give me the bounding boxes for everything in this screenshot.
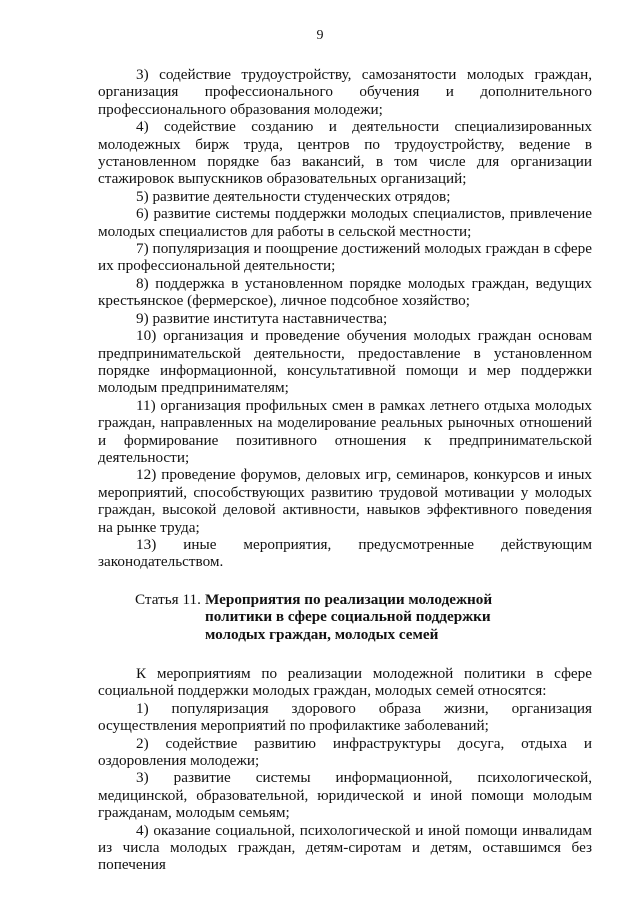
section-spacer — [98, 643, 592, 665]
list-item: 4) содействие созданию и деятельности специализированных молодежных бирж труда, центров по трудоустройству, ведение в установленном порядке баз вакансий, в том числе для организации стажировок выпускников образовательных организаций; — [98, 118, 592, 188]
list-item: 8) поддержка в установленном порядке молодых граждан, ведущих крестьянское (фермерское), личное подсобное хозяйство; — [98, 274, 592, 310]
list-item: 3) развитие системы информационной, психологической, медицинской, образовательной, юридической и иной помощи молодым гражданам, молодым семьям; — [98, 769, 592, 822]
list-item: 9) развитие института наставничества; — [136, 309, 388, 327]
list-item: 4) оказание социальной, психологической и иной помощи инвалидам из числа молодых граждан, детям-сиротам и детям, оставшимся без попечения — [98, 821, 592, 874]
article-heading — [98, 591, 592, 643]
list-item: 5) развитие деятельности студенческих отрядов; — [136, 187, 451, 205]
intro-paragraph: К мероприятиям по реализации молодежной политики в сфере социальной поддержки молодых граждан, молодых семей относятся: — [98, 665, 592, 700]
document-body — [98, 66, 592, 874]
list-item: 7) популяризация и поощрение достижений молодых граждан в сфере их профессиональной деятельности; — [98, 240, 592, 275]
list-item: 2) содействие развитию инфраструктуры досуга, отдыха и оздоровления молодежи; — [98, 734, 592, 770]
article-number: Статья 11. — [135, 590, 201, 608]
list-item: 6) развитие системы поддержки молодых специалистов, привлечение молодых специалистов для работы в сельской местности; — [98, 205, 592, 240]
list-item: 10) организация и проведение обучения молодых граждан основам предпринимательской деятельности, предоставление в установленном порядке информационной, консультативной помощи и мер поддержки молодым предпринимателям; — [98, 327, 592, 397]
article-title: Мероприятия по реализации молодежной политики в сфере социальной поддержки молодых граждан, молодых семей — [205, 590, 493, 643]
list-item: 13) иные мероприятия, предусмотренные действующим законодательством. — [98, 535, 592, 571]
list-item: 12) проведение форумов, деловых игр, семинаров, конкурсов и иных мероприятий, способствующих развитию трудовой мотивации у молодых граждан, высокой деловой активности, навыков эффективного поведения на рынке труда; — [98, 466, 592, 536]
list-item: 1) популяризация здорового образа жизни, организация осуществления мероприятий по профилактике заболеваний; — [98, 699, 592, 735]
page-number: 9 — [316, 28, 324, 43]
list-item: 11) организация профильных смен в рамках летнего отдыха молодых граждан, направленных на моделирование реальных рыночных отношений и формирование позитивного отношения к предпринимательской деятельности; — [98, 396, 592, 466]
list-item: 3) содействие трудоустройству, самозанятости молодых граждан, организация профессионального обучения и дополнительного профессионального образования молодежи; — [98, 66, 592, 118]
